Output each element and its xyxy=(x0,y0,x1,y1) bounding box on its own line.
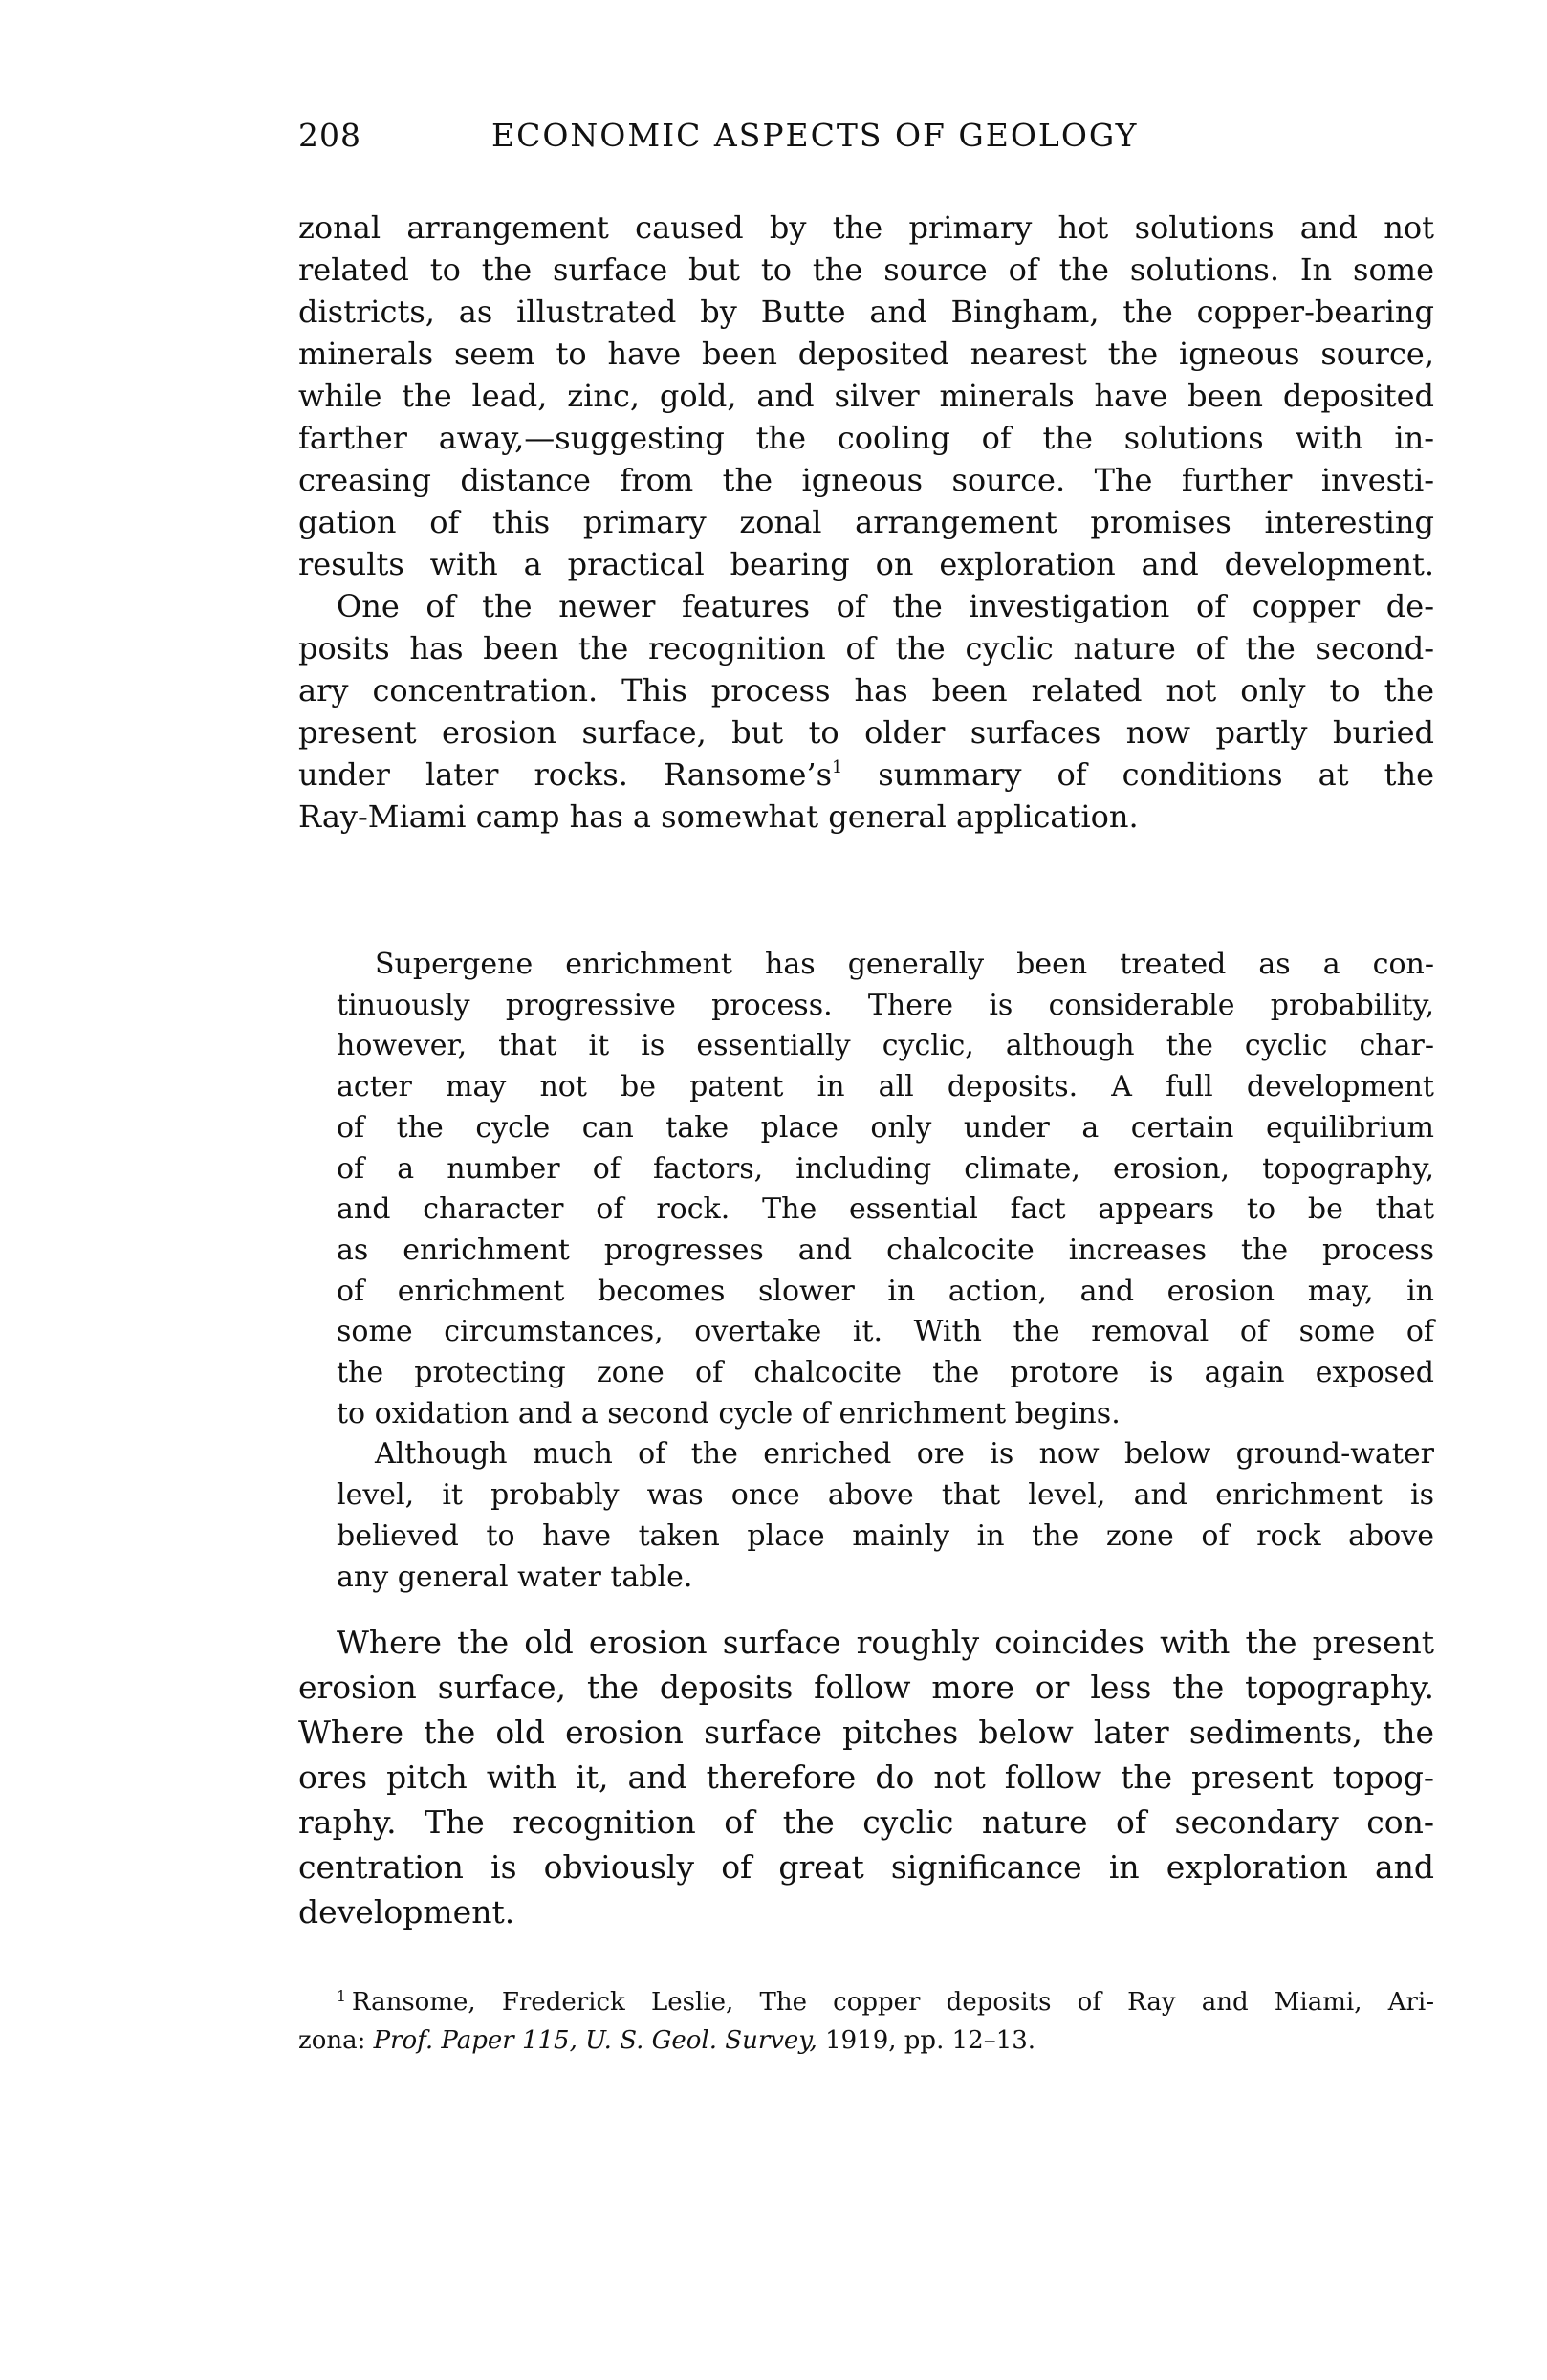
closing-line: ores pitch with it, and therefore do not follow the present topog- xyxy=(298,1758,1434,1796)
quote-line: to oxidation and a second cycle of enrichment begins. xyxy=(337,1396,1121,1430)
body-line: creasing distance from the igneous source. The further investi- xyxy=(298,462,1434,498)
body-line: present erosion surface, but to older surfaces now partly buried xyxy=(298,714,1434,751)
footnote xyxy=(298,1983,1434,2060)
quote-line: of enrichment becomes slower in action, and erosion may, in xyxy=(337,1274,1434,1308)
block-quote xyxy=(337,945,1434,1598)
closing-line: development. xyxy=(298,1893,515,1931)
body-text-fragment: summary of conditions at the xyxy=(842,756,1434,793)
body-line: while the lead, zinc, gold, and silver minerals have been deposited xyxy=(298,378,1434,414)
quote-line: of the cycle can take place only under a certain equilibrium xyxy=(337,1110,1434,1145)
quote-line: and character of rock. The essential fact appears to be that xyxy=(337,1192,1434,1227)
page-number: 208 xyxy=(298,117,361,154)
body-line: farther away,—suggesting the cooling of the solutions with in- xyxy=(298,420,1434,456)
quote-line: tinuously progressive process. There is considerable probability, xyxy=(337,988,1434,1022)
footnote-text: zona: xyxy=(298,2026,374,2055)
body-text-fragment: under later rocks. Ransome’s xyxy=(298,756,833,793)
body-line-with-footnote-ref xyxy=(298,753,1434,796)
body-line: posits has been the recognition of the cyclic nature of the second- xyxy=(298,630,1434,666)
quote-line: believed to have taken place mainly in the zone of rock above xyxy=(337,1518,1434,1553)
quote-line: level, it probably was once above that level, and enrichment is xyxy=(337,1478,1434,1513)
running-head xyxy=(298,117,1436,159)
body-line: One of the newer features of the investigation of copper de- xyxy=(337,588,1434,624)
body-line: related to the surface but to the source of the solutions. In some xyxy=(298,251,1434,288)
closing-line: raphy. The recognition of the cyclic nature of secondary con- xyxy=(298,1803,1434,1841)
quote-line: some circumstances, overtake it. With the removal of some of xyxy=(337,1315,1434,1349)
quote-line: acter may not be patent in all deposits. A full development xyxy=(337,1070,1434,1104)
closing-line: Where the old erosion surface roughly coincides with the present xyxy=(337,1624,1434,1661)
body-line: Ray-Miami camp has a somewhat general application. xyxy=(298,798,1139,835)
quote-line: any general water table. xyxy=(337,1560,693,1594)
quote-line: of a number of factors, including climate, erosion, topography, xyxy=(337,1151,1434,1186)
body-line: gation of this primary zonal arrangement promises interesting xyxy=(298,504,1434,540)
closing-line: Where the old erosion surface pitches below later sediments, the xyxy=(298,1714,1434,1751)
footnote-text: 1919, pp. 12–13. xyxy=(817,2026,1036,2055)
footnote-marker: 1 xyxy=(337,1987,346,2005)
footnote-reference[interactable]: 1 xyxy=(832,757,843,777)
quote-line: however, that it is essentially cyclic, although the cyclic char- xyxy=(337,1029,1434,1063)
quote-line: as enrichment progresses and chalcocite increases the process xyxy=(337,1233,1434,1267)
footnote-citation-italic: Prof. Paper 115, U. S. Geol. Survey, xyxy=(373,2026,817,2055)
footnote-text: Ransome, Frederick Leslie, The copper deposits of Ray and Miami, Ari- xyxy=(351,1988,1434,2017)
body-line: ary concentration. This process has been related not only to the xyxy=(298,672,1434,709)
footnote-line xyxy=(298,1983,1434,2021)
quote-line: Although much of the enriched ore is now below ground-water xyxy=(375,1437,1434,1472)
closing-line: centration is obviously of great significance in exploration and xyxy=(298,1848,1434,1886)
body-line: minerals seem to have been deposited nearest the igneous source, xyxy=(298,336,1434,372)
quote-line: Supergene enrichment has generally been treated as a con- xyxy=(375,948,1434,981)
closing-paragraph xyxy=(298,1620,1434,1934)
quote-line: the protecting zone of chalcocite the protore is again exposed xyxy=(337,1356,1434,1390)
body-line: zonal arrangement caused by the primary hot solutions and not xyxy=(298,209,1434,246)
footnote-line xyxy=(298,2021,1434,2060)
running-title: ECONOMIC ASPECTS OF GEOLOGY xyxy=(491,117,1139,154)
body-text xyxy=(298,207,1434,838)
closing-line: erosion surface, the deposits follow more or less the topography. xyxy=(298,1669,1434,1706)
body-line: districts, as illustrated by Butte and Bingham, the copper-bearing xyxy=(298,294,1434,330)
body-line: results with a practical bearing on exploration and development. xyxy=(298,546,1434,582)
